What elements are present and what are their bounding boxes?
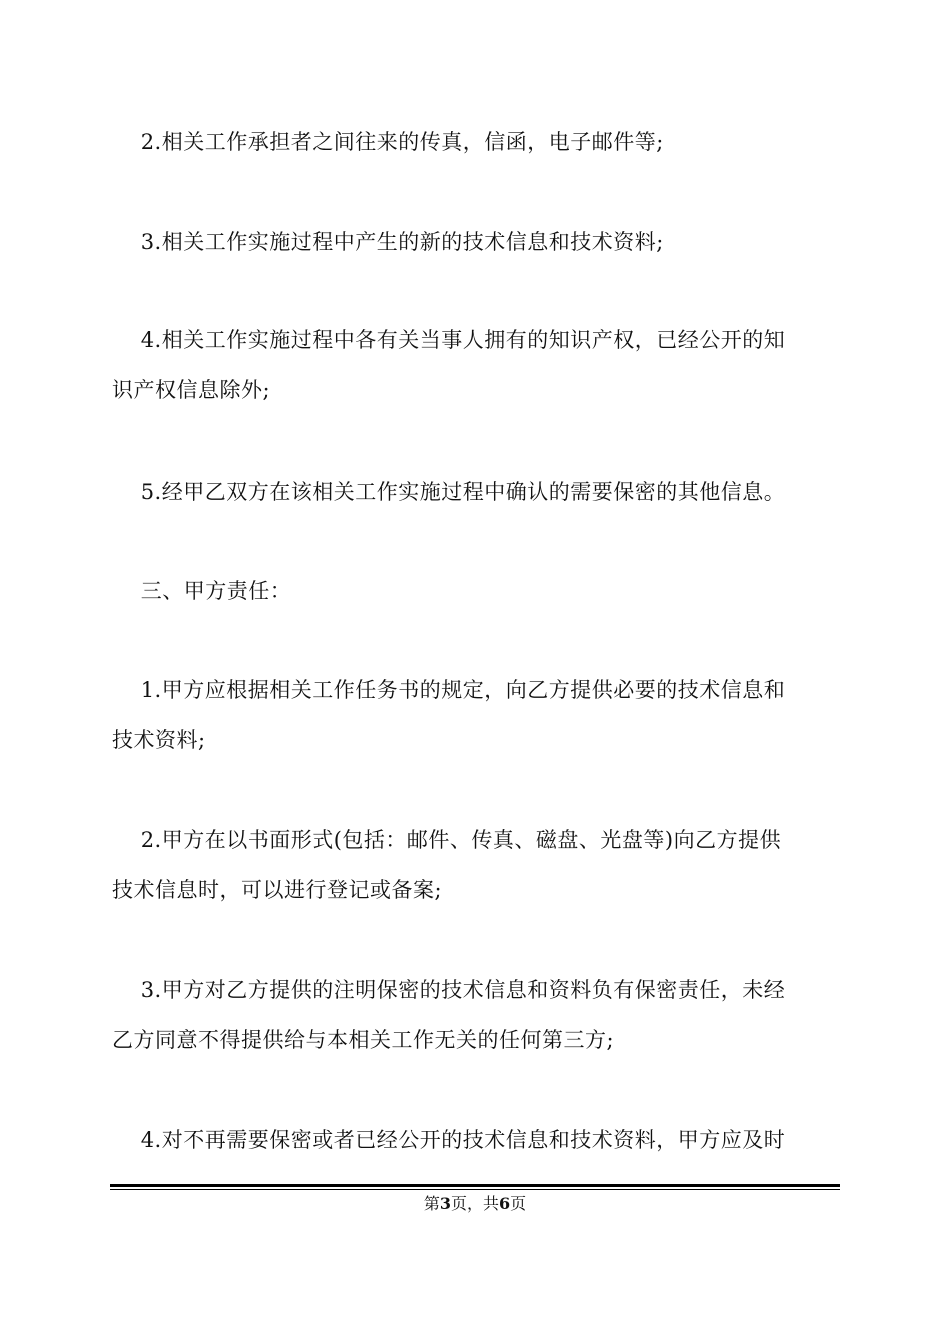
- text-line: 4.对不再需要保密或者已经公开的技术信息和技术资料，甲方应及时: [112, 1128, 786, 1152]
- footer-divider-thin: [110, 1189, 840, 1190]
- paragraph-item-5: [112, 467, 832, 517]
- text-line: 3.相关工作实施过程中产生的新的技术信息和技术资料;: [112, 230, 664, 254]
- text-line: 三、甲方责任：: [112, 579, 292, 603]
- text-line: 3.甲方对乙方提供的注明保密的技术信息和资料负有保密责任，未经: [112, 978, 786, 1002]
- paragraph-item-3: [112, 217, 832, 267]
- text-line: 乙方同意不得提供给与本相关工作无关的任何第三方;: [112, 1028, 615, 1052]
- section-heading: [112, 566, 832, 616]
- footer-prefix: 第: [423, 1194, 440, 1213]
- paragraph-item-1: [112, 665, 832, 765]
- text-line: 2.相关工作承担者之间往来的传真，信函，电子邮件等;: [112, 130, 664, 154]
- text-line: 4.相关工作实施过程中各有关当事人拥有的知识产权，已经公开的知: [112, 328, 786, 352]
- text-line: 5.经甲乙双方在该相关工作实施过程中确认的需要保密的其他信息。: [112, 480, 786, 504]
- footer-suffix: 页: [510, 1194, 527, 1213]
- paragraph-item-2b: [112, 815, 832, 915]
- text-line: 技术信息时，可以进行登记或备案;: [112, 878, 443, 902]
- paragraph-item-3b: [112, 965, 832, 1065]
- text-line: 识产权信息除外;: [112, 378, 271, 402]
- footer-divider-thick: [110, 1184, 840, 1187]
- text-line: 1.甲方应根据相关工作任务书的规定，向乙方提供必要的技术信息和: [112, 678, 786, 702]
- total-pages-number: 6: [499, 1194, 511, 1213]
- paragraph-item-2: [112, 117, 832, 167]
- paragraph-item-4b: [112, 1115, 832, 1165]
- current-page-number: 3: [439, 1194, 451, 1213]
- paragraph-item-4: [112, 315, 832, 415]
- footer-middle: 页，共: [450, 1194, 499, 1213]
- text-line: 技术资料;: [112, 728, 206, 752]
- text-line: 2.甲方在以书面形式(包括：邮件、传真、磁盘、光盘等)向乙方提供: [112, 828, 782, 852]
- page-number-footer: [0, 1193, 950, 1215]
